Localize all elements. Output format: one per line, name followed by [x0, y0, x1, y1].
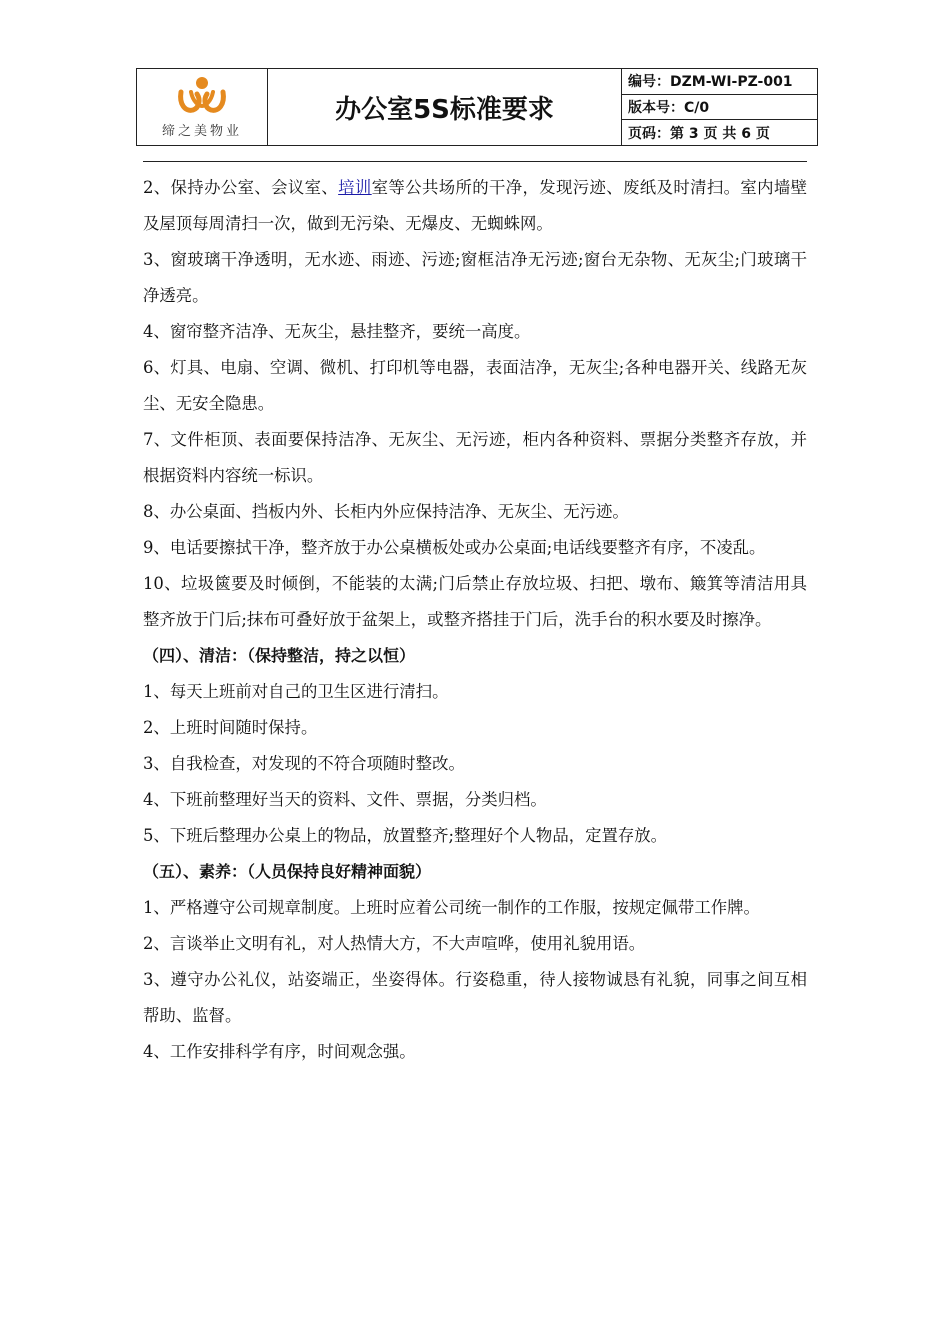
cleaning-item-1: 1、每天上班前对自己的卫生区进行清扫。	[143, 682, 449, 701]
paragraph-item-9: 9、电话要擦拭干净，整齐放于办公桌横板处或办公桌面;电话线要整齐有序，不凌乱。	[143, 538, 766, 557]
logo-mark-icon	[175, 76, 229, 116]
version-number: 版本号：C/0	[622, 94, 817, 120]
paragraph-item-8: 8、办公桌面、挡板内外、长柜内外应保持洁净、无灰尘、无污迹。	[143, 502, 629, 521]
section-heading-cleaning: （四）、清洁：（保持整洁，持之以恒）	[143, 646, 416, 665]
paragraph-item-6: 6、灯具、电扇、空调、微机、打印机等电器，表面洁净，无灰尘;各种电器开关、线路无灰尘、无安全隐患。	[143, 358, 807, 413]
section-heading-discipline: （五）、素养：（人员保持良好精神面貌）	[143, 862, 432, 881]
page-info: 页码：第 3 页 共 6 页	[622, 119, 817, 145]
document-body	[143, 170, 807, 1070]
paragraph-item-3: 3、窗玻璃干净透明，无水迹、雨迹、污迹;窗框洁净无污迹;窗台无杂物、无灰尘;门玻璃干净透亮。	[143, 250, 807, 305]
header-divider	[143, 161, 807, 162]
paragraph-item-2: 2、保持办公室、会议室、培训室等公共场所的干净，发现污迹、废纸及时清扫。室内墙壁及屋顶每周清扫一次，做到无污染、无爆皮、无蜘蛛网。	[143, 178, 808, 233]
discipline-item-3: 3、遵守办公礼仪，站姿端正，坐姿得体。行姿稳重，待人接物诚恳有礼貌，同事之间互相帮助、监督。	[143, 970, 807, 1025]
company-logo	[137, 69, 268, 145]
doc-number: 编号：DZM-WI-PZ-001	[628, 74, 793, 91]
paragraph-item-7: 7、文件柜顶、表面要保持洁净、无灰尘、无污迹，柜内各种资料、票据分类整齐存放，并根据资料内容统一标识。	[143, 430, 807, 485]
cleaning-item-2: 2、上班时间随时保持。	[143, 718, 318, 737]
discipline-item-4: 4、工作安排科学有序，时间观念强。	[143, 1042, 416, 1061]
discipline-item-1: 1、严格遵守公司规章制度。上班时应着公司统一制作的工作服，按规定佩带工作牌。	[143, 898, 760, 917]
cleaning-item-4: 4、下班前整理好当天的资料、文件、票据，分类归档。	[143, 790, 547, 809]
paragraph-item-4: 4、窗帘整齐洁净、无灰尘，悬挂整齐，要统一高度。	[143, 322, 531, 341]
discipline-item-2: 2、言谈举止文明有礼，对人热情大方，不大声喧哗，使用礼貌用语。	[143, 934, 646, 953]
paragraph-item-10: 10、垃圾篋要及时倾倒，不能装的太满;门后禁止存放垃圾、扫把、墩布、簸箕等清洁用具整齐放于门后;抹布可叠好放于盆架上，或整齐搭挂于门后，洗手台的积水要及时擦净。	[143, 574, 807, 629]
logo-text: 缔之美物业	[161, 123, 242, 139]
cleaning-item-5: 5、下班后整理办公桌上的物品，放置整齐;整理好个人物品，定置存放。	[143, 826, 668, 845]
document-header	[136, 68, 818, 146]
training-link[interactable]: 培训	[338, 178, 372, 197]
document-info	[622, 69, 817, 145]
cleaning-item-3: 3、自我检查，对发现的不符合项随时整改。	[143, 754, 465, 773]
document-title: 办公室5S标准要求	[268, 69, 622, 145]
